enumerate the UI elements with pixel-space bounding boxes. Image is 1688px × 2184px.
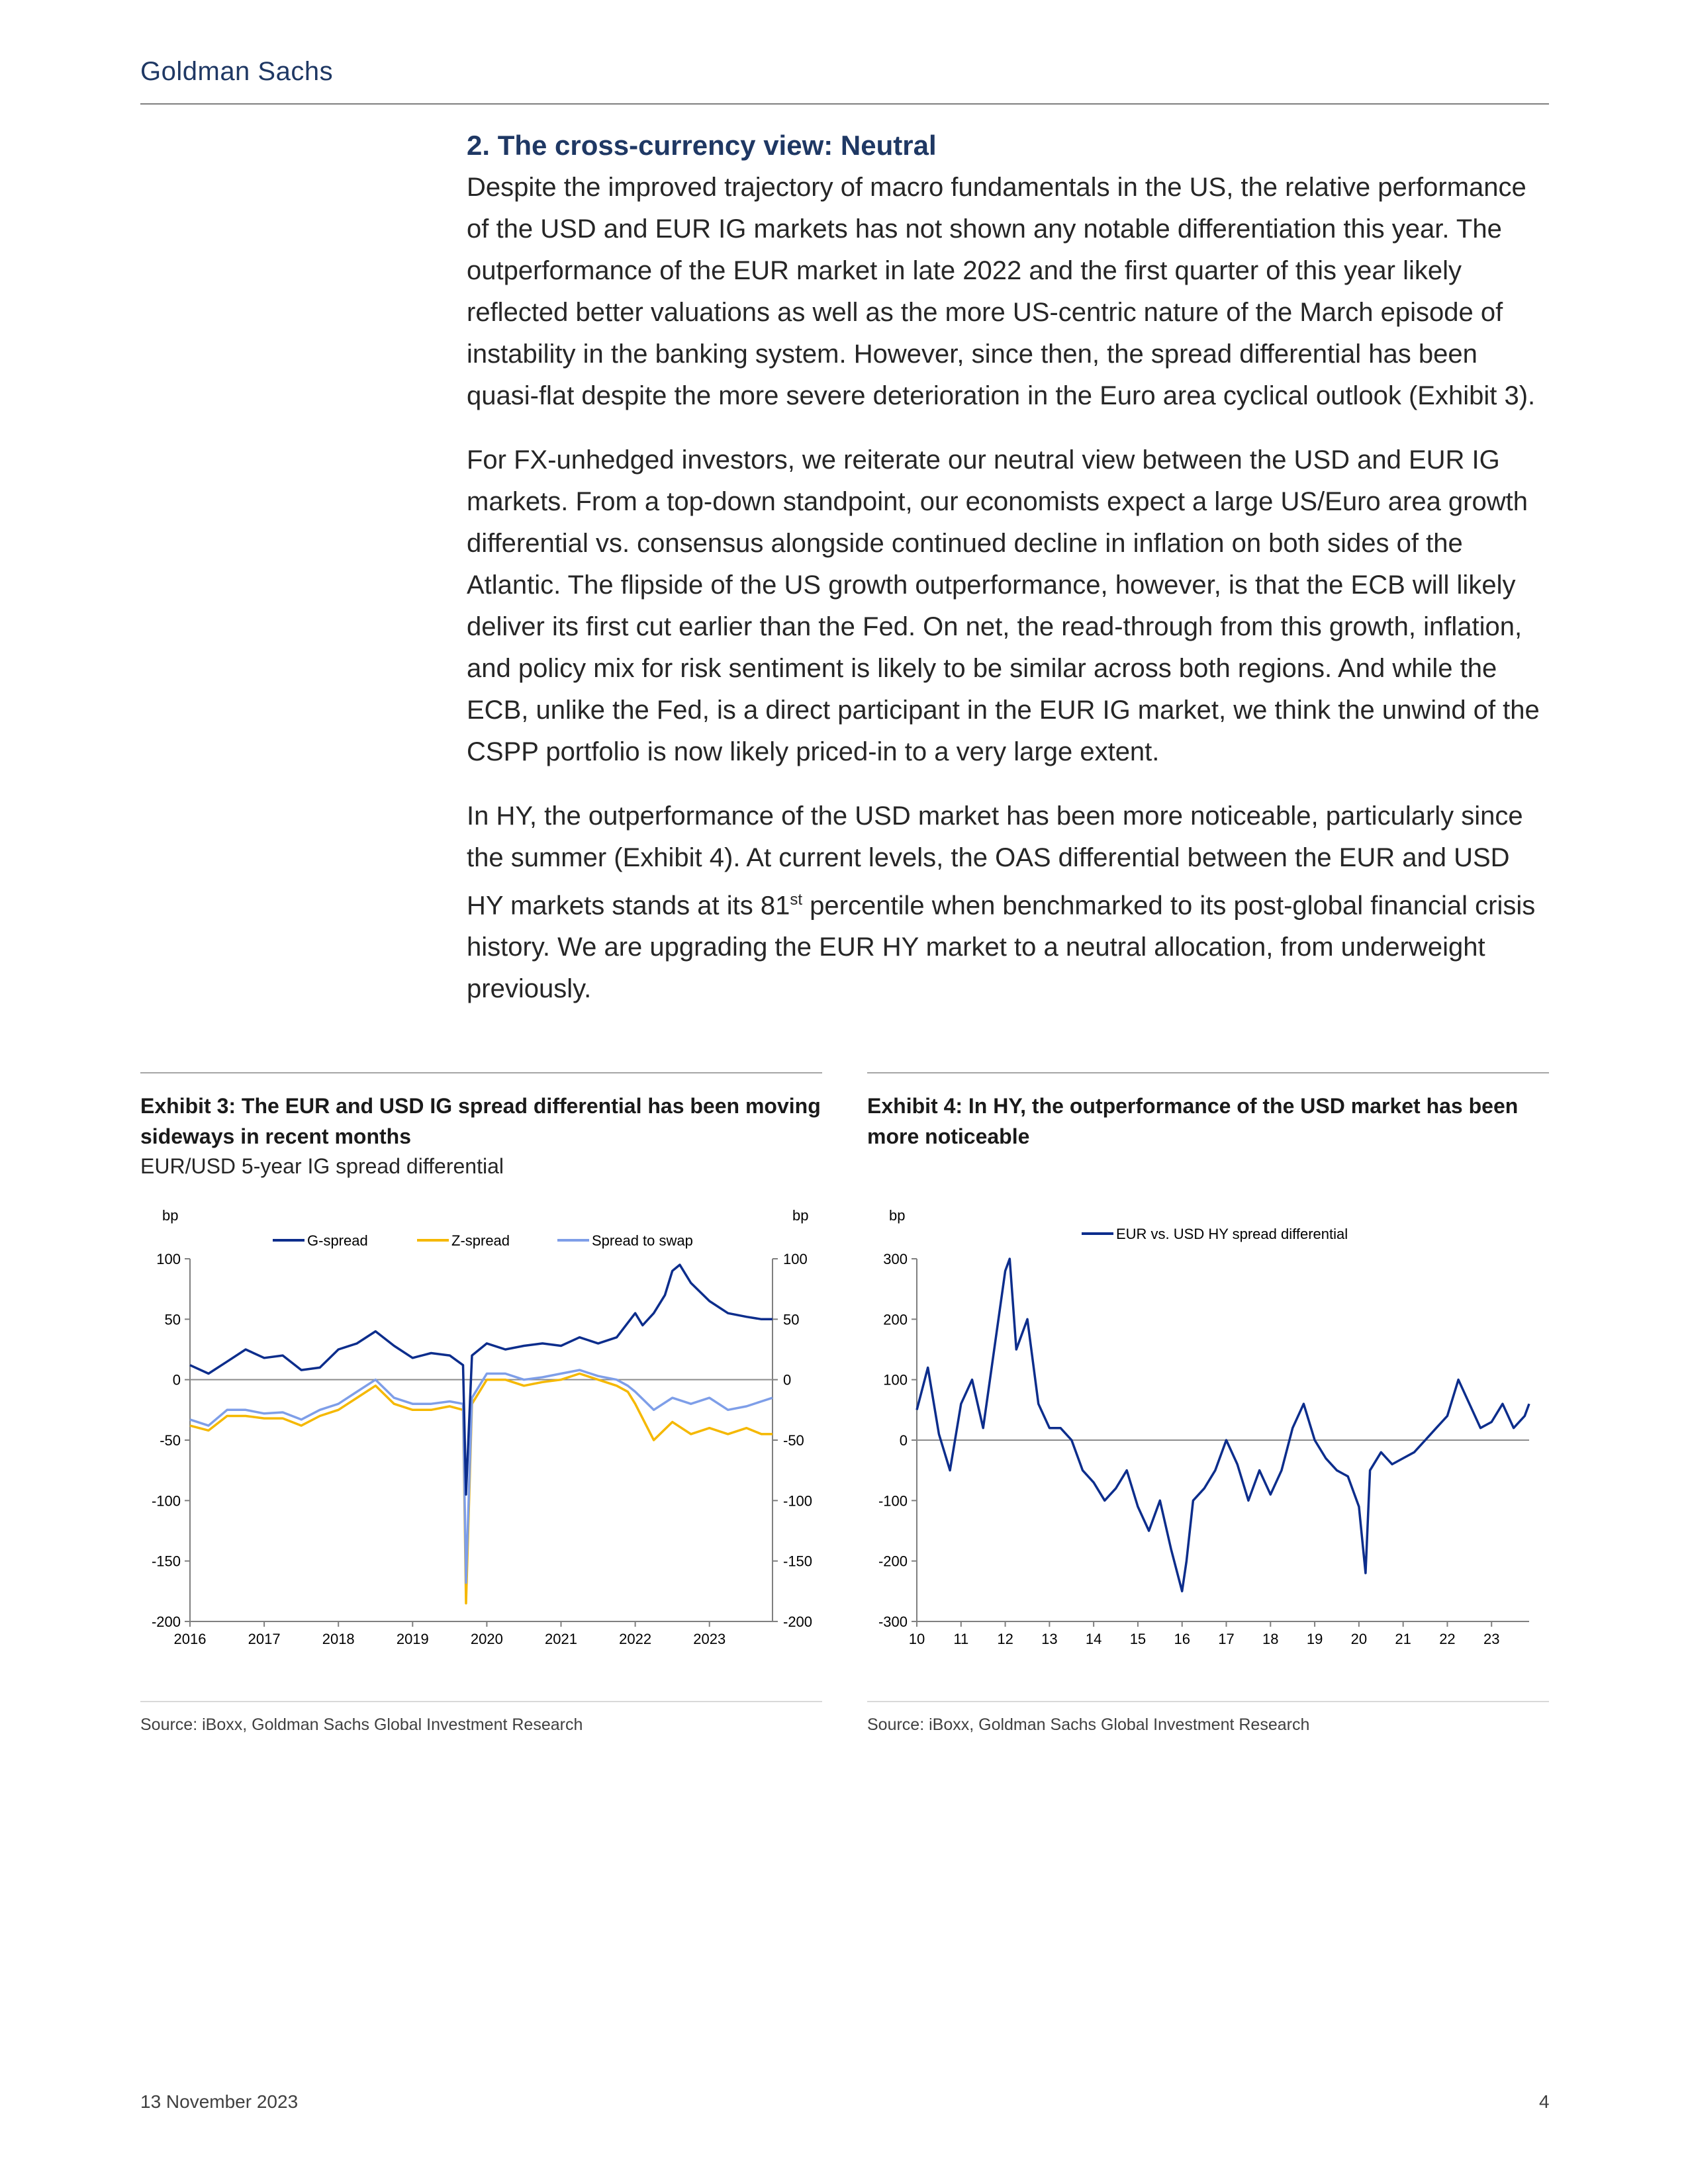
- paragraph-3-part-b: percentile when benchmarked to its post-global financial crisis history. We are upgrading the EUR HY market to a neutral allocation, from underweight previously.: [467, 891, 1536, 1004]
- y-tick-label-right: 50: [783, 1311, 800, 1328]
- section-cross-currency: [467, 130, 1552, 1032]
- exhibit-4-source: Source: iBoxx, Goldman Sachs Global Investment Research: [867, 1715, 1310, 1734]
- series-line-spread-to-swap: [190, 1370, 773, 1582]
- x-tick-label: 17: [1218, 1631, 1235, 1647]
- x-tick-label: 2022: [619, 1631, 652, 1647]
- y-tick-label-right: -150: [783, 1553, 813, 1570]
- x-tick-label: 19: [1306, 1631, 1323, 1647]
- series-line-eur-vs-usd-hy-spread-differential: [917, 1259, 1529, 1591]
- x-tick-label: 2020: [470, 1631, 503, 1647]
- x-tick-label: 14: [1085, 1631, 1102, 1647]
- x-tick-label: 2018: [322, 1631, 355, 1647]
- x-tick-label: 20: [1350, 1631, 1368, 1647]
- legend-label: EUR vs. USD HY spread differential: [1116, 1226, 1348, 1242]
- x-tick-label: 11: [953, 1631, 969, 1647]
- exhibit-3-title: Exhibit 3: The EUR and USD IG spread differential has been moving sideways in recent months: [140, 1094, 821, 1148]
- legend-label: Spread to swap: [592, 1232, 693, 1249]
- y-tick-label: -200: [878, 1553, 908, 1570]
- y-tick-label-right: -200: [783, 1614, 813, 1630]
- x-tick-label: 13: [1041, 1631, 1058, 1647]
- x-tick-label: 2023: [693, 1631, 726, 1647]
- x-tick-label: 2019: [396, 1631, 429, 1647]
- x-tick-label: 16: [1174, 1631, 1190, 1647]
- paragraph-3-superscript: st: [790, 891, 803, 909]
- header-rule: [140, 103, 1549, 105]
- header-brand: Goldman Sachs: [140, 57, 334, 86]
- y-tick-label: 200: [883, 1311, 908, 1328]
- y-tick-label: 300: [883, 1251, 908, 1267]
- x-tick-label: 2016: [173, 1631, 207, 1647]
- y-tick-label: 50: [164, 1311, 181, 1328]
- x-tick-label: 22: [1439, 1631, 1456, 1647]
- exhibit-4-top-rule: [867, 1072, 1549, 1073]
- exhibit-3: [140, 1072, 822, 1734]
- x-tick-label: 23: [1483, 1631, 1500, 1647]
- exhibit-3-chart: [140, 1185, 822, 1648]
- x-tick-label: 12: [997, 1631, 1013, 1647]
- x-tick-label: 21: [1395, 1631, 1411, 1647]
- y-tick-label-right: -50: [783, 1432, 804, 1449]
- y-tick-label: 100: [883, 1371, 908, 1388]
- x-tick-label: 2021: [545, 1631, 577, 1647]
- y-tick-label: -100: [878, 1492, 908, 1510]
- y-axis-unit-label: bp: [162, 1207, 179, 1224]
- exhibit-3-subtitle: EUR/USD 5-year IG spread differential: [140, 1154, 504, 1178]
- paragraph-3-part-a: In HY, the outperformance of the USD market has been more noticeable, particularly since the summer (Exhibit 4). At current levels, the OAS differential between the EUR and USD HY markets stands at its 81: [467, 801, 1523, 921]
- x-tick-label: 2017: [248, 1631, 281, 1647]
- exhibit-4-chart: [867, 1185, 1549, 1648]
- legend-label: Z-spread: [451, 1232, 510, 1249]
- exhibit-3-bottom-rule: [140, 1701, 822, 1702]
- section-heading: 2. The cross-currency view: Neutral: [467, 130, 937, 161]
- exhibit-4: [867, 1072, 1549, 1734]
- y-tick-label: 100: [156, 1251, 181, 1267]
- x-tick-label: 18: [1262, 1631, 1279, 1647]
- y-tick-label: -150: [151, 1553, 181, 1570]
- footer-page-number: 4: [1539, 2091, 1550, 2112]
- y-tick-label: -200: [151, 1614, 181, 1630]
- y-axis-unit-label: bp: [889, 1207, 906, 1224]
- footer-date: 13 November 2023: [140, 2091, 299, 2112]
- exhibit-4-title: Exhibit 4: In HY, the outperformance of the USD market has been more noticeable: [867, 1094, 1519, 1148]
- y-axis-right-unit-label: bp: [792, 1207, 809, 1224]
- series-line-z-spread: [190, 1374, 773, 1604]
- y-tick-label-right: 0: [783, 1371, 792, 1388]
- y-tick-label: 0: [172, 1371, 181, 1388]
- paragraph-1: Despite the improved trajectory of macro fundamentals in the US, the relative performance of the USD and EUR IG markets has not shown any notable differentiation this year. The outperformance of the EUR market in late 2022 and the first quarter of this year likely reflected better valuations as well as the more US-centric nature of the March episode of instability in the banking system. However, since then, the spread differential has been quasi-flat despite the more severe deterioration in the Euro area cyclical outlook (Exhibit 3).: [467, 173, 1536, 410]
- x-tick-label: 15: [1129, 1631, 1147, 1647]
- paragraph-3: [467, 796, 1552, 1010]
- legend-label: G-spread: [307, 1232, 368, 1249]
- exhibit-4-bottom-rule: [867, 1701, 1549, 1702]
- exhibit-3-top-rule: [140, 1072, 822, 1073]
- y-tick-label-right: 100: [783, 1251, 808, 1267]
- x-tick-label: 10: [908, 1631, 925, 1647]
- y-tick-label-right: -100: [783, 1492, 813, 1510]
- y-tick-label: -50: [160, 1432, 181, 1449]
- y-tick-label: -100: [151, 1492, 181, 1510]
- exhibit-3-source: Source: iBoxx, Goldman Sachs Global Investment Research: [140, 1715, 583, 1734]
- y-tick-label: 0: [899, 1432, 908, 1449]
- y-tick-label: -300: [878, 1614, 908, 1630]
- paragraph-2: For FX-unhedged investors, we reiterate our neutral view between the USD and EUR IG markets. From a top-down standpoint, our economists expect a large US/Euro area growth differential vs. consensus alongside continued decline in inflation on both sides of the Atlantic. The flipside of the US growth outperformance, however, is that the ECB will likely deliver its first cut earlier than the Fed. On net, the read-through from this growth, inflation, and policy mix for risk sentiment is likely to be similar across both regions. And while the ECB, unlike the Fed, is a direct participant in the EUR IG market, we think the unwind of the CSPP portfolio is now likely priced-in to a very large extent.: [467, 445, 1540, 766]
